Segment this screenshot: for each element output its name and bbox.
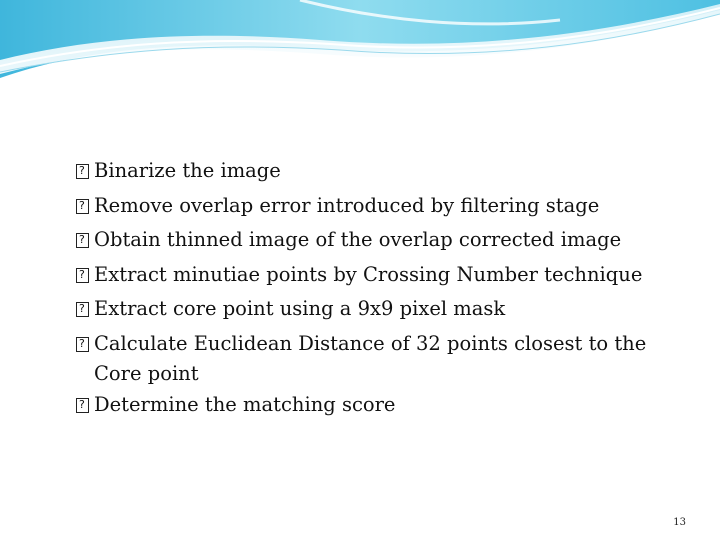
bullet-item-matching-score: ? Determine the matching score xyxy=(76,388,686,423)
page-number: 13 xyxy=(673,517,686,528)
bullet-glyph-icon xyxy=(76,233,89,248)
bullet-item-extract-core: ? Extract core point using a 9x9 pixel mask xyxy=(76,292,686,327)
bullet-item-extract-minutiae: ? Extract minutiae points by Crossing Number technique xyxy=(76,258,686,293)
bullet-item-binarize: ? Binarize the image xyxy=(76,154,686,189)
bullet-list xyxy=(76,154,686,422)
bullet-glyph-icon xyxy=(76,164,89,179)
bullet-glyph-icon xyxy=(76,302,89,317)
bullet-item-thinned-image: ? Obtain thinned image of the overlap corrected image xyxy=(76,223,686,258)
bullet-glyph-icon xyxy=(76,398,89,413)
header-wave-decoration xyxy=(0,0,720,90)
bullet-glyph-icon xyxy=(76,199,89,214)
bullet-glyph-icon xyxy=(76,337,89,352)
bullet-glyph-icon xyxy=(76,268,89,283)
bullet-item-remove-overlap: ? Remove overlap error introduced by filtering stage xyxy=(76,189,686,224)
bullet-item-euclidean-distance: ? Calculate Euclidean Distance of 32 points closest to the Core point xyxy=(76,327,686,388)
